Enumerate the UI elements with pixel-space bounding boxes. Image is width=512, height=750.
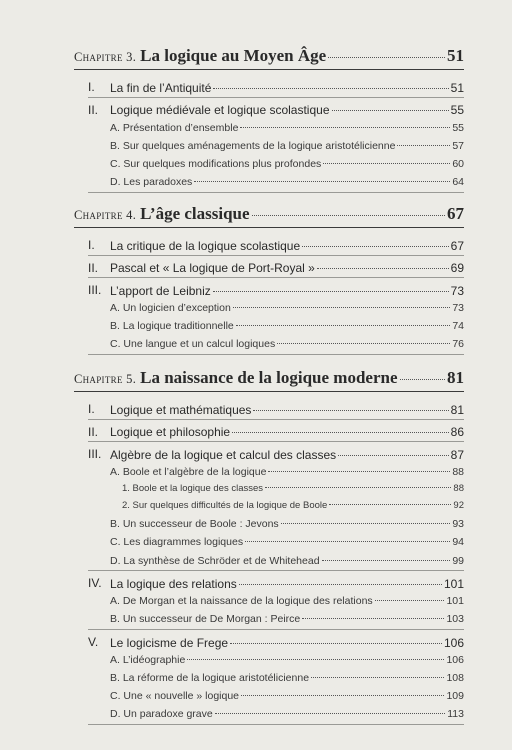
section-number: II. (88, 424, 99, 439)
section-rule (88, 441, 464, 442)
section-entry[interactable] (88, 283, 464, 298)
chapter-heading (74, 204, 250, 224)
subsection-page: 73 (452, 302, 464, 315)
subsection-title: D. Un paradoxe grave (110, 708, 213, 721)
subsubsection-page: 88 (453, 483, 464, 495)
subsection-title: C. Sur quelques modifications plus profondes (110, 157, 322, 170)
subsection-title: B. La réforme de la logique aristotélicienne (110, 672, 310, 685)
section-number: I. (88, 402, 95, 416)
subsection-entry[interactable] (110, 465, 464, 478)
subsection-page: 106 (446, 654, 464, 667)
subsection-entry[interactable] (110, 319, 464, 332)
chapter-page: 67 (447, 204, 464, 224)
section-entry[interactable] (88, 103, 464, 118)
dot-leader (265, 482, 451, 489)
dot-leader (236, 319, 451, 326)
dot-leader (311, 671, 444, 678)
section-rule (88, 97, 464, 98)
dot-leader (245, 535, 450, 542)
chapter-rule (74, 69, 464, 70)
dot-leader (252, 204, 445, 216)
section-number: III. (88, 447, 102, 462)
dot-leader (213, 283, 449, 292)
section-entry[interactable] (88, 261, 464, 276)
chapter-page: 81 (447, 368, 464, 388)
dot-leader (240, 120, 450, 127)
section-entry[interactable] (88, 425, 464, 440)
subsection-page: 93 (452, 518, 464, 531)
dot-leader (281, 517, 451, 524)
subsection-title: D. La synthèse de Schröder et de Whitehead (110, 554, 320, 567)
chapter-page: 51 (447, 46, 464, 66)
section-title: L’apport de Leibniz (110, 283, 211, 298)
subsection-title: A. Boole et l’algèbre de la logique (110, 466, 267, 479)
subsection-title: C. Une langue et un calcul logiques (110, 338, 276, 351)
subsubsection-entry[interactable] (122, 482, 464, 495)
subsection-entry[interactable] (110, 301, 464, 314)
section-title: Pascal et « La logique de Port-Royal » (110, 261, 315, 276)
section-number: III. (88, 283, 102, 298)
subsection-title: D. Les paradoxes (110, 175, 193, 188)
section-title: Algèbre de la logique et calcul des classes (110, 447, 337, 462)
section-title: Logique et philosophie (110, 425, 231, 440)
dot-leader (302, 238, 449, 247)
section-entry[interactable] (88, 635, 464, 650)
section-page: 101 (443, 576, 464, 591)
subsection-entry[interactable] (110, 138, 464, 151)
subsection-page: 74 (452, 320, 464, 333)
subsection-title: B. La logique traditionnelle (110, 320, 234, 333)
subsection-page: 57 (452, 139, 464, 152)
dot-leader (329, 499, 451, 506)
chapter-title: La naissance de la logique moderne (140, 368, 398, 388)
subsection-entry[interactable] (110, 337, 464, 350)
dot-leader (213, 80, 448, 89)
subsubsection-entry[interactable] (122, 499, 464, 512)
chapter-heading (74, 46, 326, 66)
dot-leader (322, 553, 451, 560)
section-rule (88, 724, 464, 725)
subsection-entry[interactable] (110, 120, 464, 133)
dot-leader (317, 261, 449, 270)
section-entry[interactable] (88, 402, 464, 417)
subsection-page: 76 (452, 338, 464, 351)
subsection-page: 64 (452, 175, 464, 188)
subsection-entry[interactable] (110, 653, 464, 666)
dot-leader (241, 689, 444, 696)
subsection-title: B. Un successeur de De Morgan : Peirce (110, 613, 301, 626)
subsection-entry[interactable] (110, 517, 464, 530)
dot-leader (397, 138, 450, 145)
section-number: IV. (88, 576, 102, 591)
section-page: 51 (450, 80, 464, 95)
chapter-entry[interactable] (74, 204, 464, 224)
dot-leader (328, 46, 445, 58)
subsection-entry[interactable] (110, 671, 464, 684)
subsection-entry[interactable] (110, 553, 464, 566)
section-entry[interactable] (88, 447, 464, 462)
chapter-label: Chapitre 5. (74, 372, 137, 387)
section-page: 67 (450, 238, 464, 253)
subsection-title: A. Présentation d’ensemble (110, 121, 239, 134)
subsection-entry[interactable] (110, 612, 464, 625)
section-number: I. (88, 238, 95, 252)
chapter-rule (74, 227, 464, 228)
subsection-page: 113 (447, 708, 464, 721)
subsubsection-title: 2. Sur quelques difficultés de la logique de Boole (122, 500, 328, 512)
subsection-page: 60 (452, 157, 464, 170)
subsection-title: C. Une « nouvelle » logique (110, 690, 240, 703)
subsection-page: 99 (452, 554, 464, 567)
subsection-page: 88 (452, 466, 464, 479)
chapter-rule (74, 391, 464, 392)
section-rule (88, 419, 464, 420)
section-page: 55 (450, 103, 464, 118)
subsection-page: 101 (446, 595, 464, 608)
dot-leader (323, 156, 450, 163)
section-entry[interactable] (88, 80, 464, 95)
dot-leader (230, 635, 442, 644)
dot-leader (215, 707, 446, 714)
section-rule (88, 277, 464, 278)
section-page: 87 (450, 447, 464, 462)
dot-leader (277, 337, 450, 344)
section-page: 106 (443, 635, 464, 650)
section-title: La fin de l’Antiquité (110, 80, 212, 95)
subsection-title: A. L’idéographie (110, 654, 186, 667)
section-entry[interactable] (88, 238, 464, 253)
section-title: Logique médiévale et logique scolastique (110, 103, 330, 118)
dot-leader (375, 594, 445, 601)
section-page: 81 (450, 402, 464, 417)
subsection-entry[interactable] (110, 689, 464, 702)
section-page: 86 (450, 425, 464, 440)
dot-leader (338, 447, 449, 456)
section-rule (88, 354, 464, 355)
subsection-entry[interactable] (110, 707, 464, 720)
section-number: V. (88, 635, 99, 649)
dot-leader (187, 653, 444, 660)
section-number: II. (88, 260, 99, 275)
section-page: 69 (450, 261, 464, 276)
subsection-entry[interactable] (110, 175, 464, 188)
subsection-title: B. Un successeur de Boole : Jevons (110, 518, 279, 531)
chapter-entry[interactable] (74, 368, 464, 388)
subsection-page: 109 (446, 690, 464, 703)
subsection-page: 55 (452, 121, 464, 134)
dot-leader (400, 368, 445, 380)
dot-leader (302, 612, 444, 619)
dot-leader (332, 103, 449, 112)
section-title: Le logicisme de Frege (110, 635, 229, 650)
chapter-title: La logique au Moyen Âge (140, 46, 327, 66)
dot-leader (268, 465, 450, 472)
chapter-label: Chapitre 3. (74, 50, 137, 65)
dot-leader (194, 175, 450, 182)
subsection-entry[interactable] (110, 535, 464, 548)
chapter-entry[interactable] (74, 46, 464, 66)
dot-leader (233, 301, 450, 308)
section-title: La logique des relations (110, 576, 237, 591)
dot-leader (253, 402, 448, 411)
subsection-title: C. Les diagrammes logiques (110, 536, 244, 549)
subsection-page: 94 (452, 536, 464, 549)
section-number: I. (88, 80, 95, 94)
subsection-title: A. Un logicien d’exception (110, 302, 231, 315)
section-number: II. (88, 102, 99, 117)
section-rule (88, 255, 464, 256)
subsection-title: A. De Morgan et la naissance de la logique des relations (110, 595, 373, 608)
chapter-title: L’âge classique (140, 204, 250, 224)
section-title: Logique et mathématiques (110, 402, 252, 417)
subsection-title: B. Sur quelques aménagements de la logique aristotélicienne (110, 139, 396, 152)
chapter-heading (74, 368, 398, 388)
subsection-entry[interactable] (110, 594, 464, 607)
subsubsection-title: 1. Boole et la logique des classes (122, 483, 264, 495)
section-rule (88, 629, 464, 630)
subsubsection-page: 92 (453, 500, 464, 512)
dot-leader (232, 425, 449, 434)
section-title: La critique de la logique scolastique (110, 238, 301, 253)
section-rule (88, 570, 464, 571)
section-page: 73 (450, 283, 464, 298)
dot-leader (239, 576, 442, 585)
subsection-page: 103 (446, 613, 464, 626)
section-rule (88, 192, 464, 193)
chapter-label: Chapitre 4. (74, 208, 137, 223)
subsection-page: 108 (446, 672, 464, 685)
section-entry[interactable] (88, 576, 464, 591)
subsection-entry[interactable] (110, 156, 464, 169)
